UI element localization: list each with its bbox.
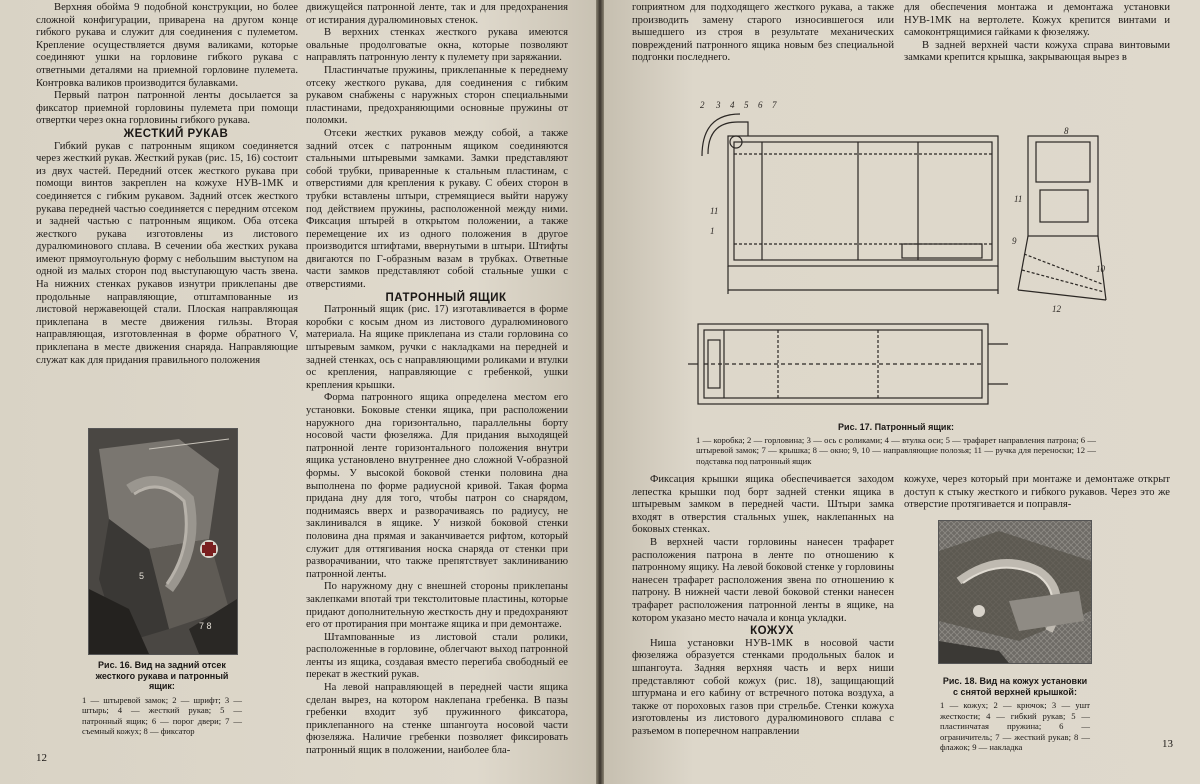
callout-12: 12 — [1052, 304, 1061, 314]
figure-18-legend: 1 — кожух; 2 — крючок; 3 — ушт жесткости; 4 — гибкий рукав; 5 — пластинчатая пружина; 6 — ограничитель; 7 — жесткий рукав; 8 — флажок; 9 — накладка — [940, 700, 1090, 752]
right-page-column-2-bottom — [904, 474, 1170, 512]
figure-16-legend: 1 — штыревой замок; 2 — шрифт; 3 — штырь; 4 — жесткий рукав; 5 — патронный ящик; 6 — порог двери; 7 — съемный кожух; 8 — фиксатор — [82, 694, 242, 736]
paragraph: для обеспечения монтажа и демонтажа установки НУВ-1МК на вертолете. Кожух крепится винтами и самоконтрящимися гайками к фюзеляжу. — [904, 2, 1170, 39]
figure-17-drawing — [688, 94, 1120, 420]
right-page-column-1-bottom — [632, 474, 894, 738]
right-page-column-2-top — [904, 2, 1170, 65]
paragraph: В верхних стенках жесткого рукава имеются овальные продолговатые окна, которые позволяют направлять патронную ленту к пулемету при заряжании. — [306, 27, 568, 64]
right-page-column-1-top — [632, 2, 894, 65]
callout-11b: 11 — [1014, 194, 1023, 204]
paragraph: Ниша установки НУВ-1МК в носовой части фюзеляжа образуется стенками продольных балок и шпангоута. Задняя верхняя часть и верх ниши представляют собой кожух (рис. 18), защищающий штурмана и его кабину от встречного потока воздуха, а также от пороховых газов при стрельбе. Стенки кожуха изготовлены из листового дуралюминового сплава с разъемом в поперечном направлении — [632, 637, 894, 737]
figure-18-title: Рис. 18. Вид на кожух установки с снятой верхней крышкой: — [942, 676, 1088, 697]
casing-photo — [939, 521, 1091, 663]
left-page-column-2 — [306, 2, 568, 758]
section-heading-rigid-sleeve: ЖЕСТКИЙ РУКАВ — [123, 127, 229, 140]
callout-5: 5 — [744, 100, 749, 110]
figure-16-caption — [82, 660, 242, 737]
figure-16-photo — [88, 428, 238, 655]
paragraph: Пластинчатые пружины, приклепанные к переднему отсеку жесткого рукава, для соединения с гибким рукавом снабжены с наружных сторон специальными пластинами, предохраняющими основные пружины от поломки. — [306, 64, 568, 127]
callout-9: 9 — [1012, 236, 1017, 246]
paragraph: движущейся патронной ленте, так и для предохранения от истирания дуралюминовых стенок. — [306, 2, 568, 26]
paragraph: Патронный ящик (рис. 17) изготавливается в форме коробки с косым дном из листового дуралюминового материала. На ящике приклепана из стали горловина со штыревым замком, ручки с накладками на передней и задней стенках, ось с направляющими роликами и втулки ос крепления, направляющие с гребенкой, ушки крепления крышки. — [306, 304, 568, 391]
callout-2: 2 — [700, 100, 705, 110]
callout-6: 6 — [758, 100, 763, 110]
paragraph: На левой направляющей в передней части ящика сделан вырез, на котором наклепана гребенка. В пазы гребенки входит зуб пружинного фиксатора, приклепанного на стенке шпангоута носовой части фюзеляжа. Наличие гребенки позволяет фиксировать патронный ящик в положении, наиболее бла- — [306, 682, 568, 757]
paragraph: По наружному дну с внешней стороны приклепаны заклепками впотай три текстолитовые пластины, которые придают дополнительную жесткость дну и предохраняют его от протирания при монтаже ящика и при демонтаже. — [306, 581, 568, 631]
figure-17-title: Рис. 17. Патронный ящик: — [838, 422, 954, 432]
callout-11: 11 — [710, 206, 719, 216]
paragraph: В верхней части горловины нанесен трафарет расположения патрона в ленте по отношению к патронному ящику. На левой боковой стенке у горловины нанесен трафарет расположения звена по отношению к патрону. В нижней части левой боковой стенки нанесен трафарет расположения патронной ленты в ящике, на котором указано место начала и конца укладки. — [632, 536, 894, 624]
figure-18-photo — [938, 520, 1092, 664]
cartridge-box-photo — [89, 429, 237, 654]
left-page — [0, 0, 596, 784]
paragraph: Штампованные из листовой стали ролики, расположенные в горловине, облегчают выход патронной ленты из ящика, создавая вместо перегиба свободный ее перекат в жесткий рукав. — [306, 631, 568, 681]
left-page-column-1 — [36, 2, 298, 367]
paragraph: гоприятном для подходящего жесткого рукава, а также производить замену старого износившегося или вышедшего из строя в результате механических повреждений патронного ящика новым без специальной подгонки последнего. — [632, 2, 894, 64]
paragraph: кожухе, через который при монтаже и демонтаже открыт доступ к стыку жесткого и гибкого рукавов. Через это же отверстие протягивается и поправля- — [904, 474, 1170, 511]
callout-8: 8 — [1064, 126, 1069, 136]
paragraph: Форма патронного ящика определена местом его установки. Боковые стенки ящика, при расположении наружного дна горизонтально, параллельны борту носовой части фюзеляжа. Для придания выходящей патронной ленте горизонтального положения внутри ящика установлено внутреннее дно сложной V-образной формы. У высокой боковой стенки половина дна выполнена по форме радиусной кривой. Такая форма придана дну для того, чтобы патрон со снарядом, поднимаясь вверх и разворачиваясь по радиусу, не заклинивался в ящике. У низкой боковой стенки половина дна прямая и заканчивается рифтом, который служит для оттягивания носка снаряда от стенки при разворачивании, что также препятствует заклиниванию патронной ленты. — [306, 392, 568, 580]
figure-18-caption — [940, 676, 1090, 753]
book-gutter — [596, 0, 604, 784]
paragraph: Верхняя обойма 9 подобной конструкции, но более сложной конфигурации, приварена на другом конце гибкого рукава и служит для соединения с пулеметом. Крепление осуществляется двумя валиками, которые соединяют ушки на горловине гибкого рукава с ответными деталями на приемной горловине пулемета. Контровка валиков производится булавками. — [36, 2, 298, 89]
svg-text:7 8: 7 8 — [199, 621, 212, 631]
callout-1: 1 — [710, 226, 715, 236]
right-page — [604, 0, 1200, 784]
paragraph: Гибкий рукав с патронным ящиком соединяется через жесткий рукав. Жесткий рукав (рис. 15, 16) состоит из двух частей. Передний отсек жесткого рукава при помощи винтов закреплен на кожухе НУВ-1МК и соединяется с гибким рукавом. Задний отсек жесткого рукава передней частью соединяется с передним отсеком и задней частью с патронным ящиком. Оба отсека жесткого рукава изготовлены из листового дуралюминового сплава. В сечении оба жестких рукава имеют прямоугольную форму с небольшим выступом на одной из малых сторон под выступающую часть звена. На нижних стенках рукавов изнутри приклепаны две продольные направляющие, отштампованные из листовой нержавеющей стали. Плоская направляющая приклепана в месте движения гильзы. Вторая направляющая, изготовленная в форме обратного V, приклепана в месте движения снаряда. Направляющие служат как для придания правильного положения — [36, 140, 298, 366]
svg-text:5: 5 — [139, 571, 145, 581]
figure-16-title: Рис. 16. Вид на задний отсек жесткого рукава и патронный ящик: — [95, 660, 229, 691]
callout-7: 7 — [772, 100, 777, 110]
page-number-left: 12 — [36, 752, 47, 764]
callout-4: 4 — [730, 100, 735, 110]
paragraph: Отсеки жестких рукавов между собой, а также задний отсек с патронным ящиком соединяются стальными штыревыми замками. Замки представляют собой трубки, приваренные к стальным пластинам, с отверстиями для крепления к рукаву. С обеих сторон в трубки вставлены штыри, стремящиеся выйти наружу под действием пружины, расположенной между ними. Фиксация штырей в открытом положении, а также перемещение их из одного положения в другое производится штифтами, ввернутыми в штыри. Штифты двигаются по Г-образным вазам в трубках. Ответные части замков представляют собой стальные ушки с отверстиями. — [306, 127, 568, 291]
callout-10: 10 — [1096, 264, 1105, 274]
callout-3: 3 — [716, 100, 721, 110]
section-heading-casing: КОЖУХ — [750, 625, 794, 638]
paragraph: Первый патрон патронной ленты досылается за фиксатор приемной горловины пулемета при помощи отвертки через окна горловины гибкого рукава. — [36, 90, 298, 127]
figure-17-caption — [696, 422, 1096, 466]
paragraph: В задней верхней части кожуха справа винтовыми замками крепится крышка, закрывающая вырез в — [904, 39, 1170, 64]
paragraph: Фиксация крышки ящика обеспечивается заходом лепестка крышки под борт задней стенки ящика в штыревым замком в передней части. Штыри замка входят в отверстия стальных ушек, наклепанных на боковых стенках. — [632, 474, 894, 536]
section-heading-cartridge-box: ПАТРОННЫЙ ЯЩИК — [385, 291, 507, 304]
page-number-right: 13 — [1162, 738, 1173, 750]
figure-17-legend: 1 — коробка; 2 — горловина; 3 — ось с роликами; 4 — втулка оси; 5 — трафарет направления патрона; 6 — штыревой замок; 7 — крышка; 8 — окно; 9, 10 — направляющие полозья; 11 — ручка для переноски; 12 — подставка под патронный ящик — [696, 434, 1096, 466]
